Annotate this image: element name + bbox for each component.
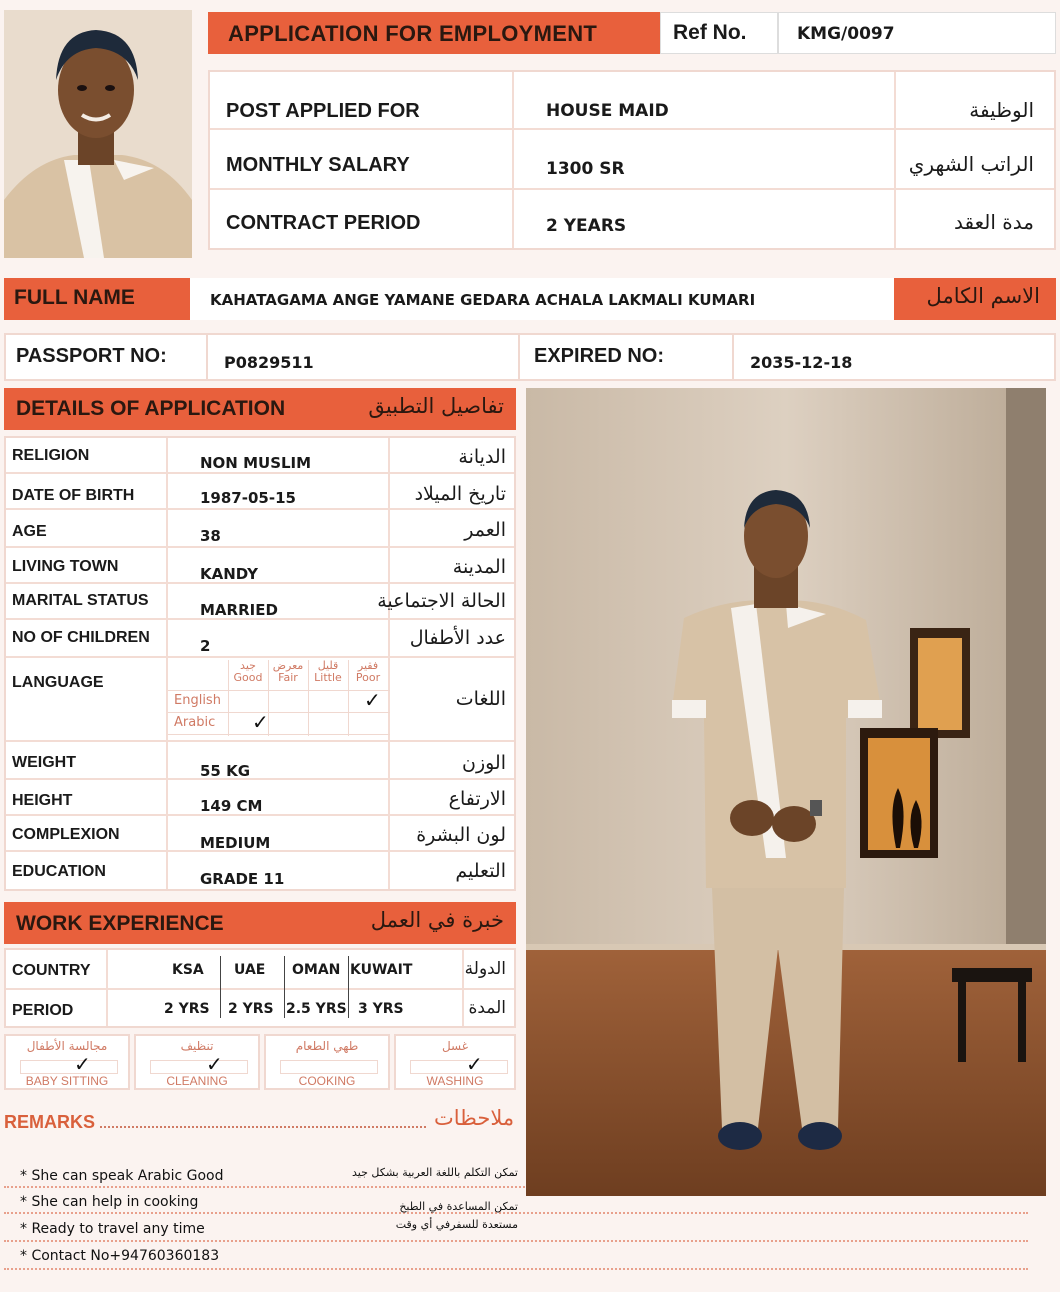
detail-label: LANGUAGE [12, 674, 104, 691]
arabic-good-check-icon: ✓ [252, 710, 269, 734]
details-title: DETAILS OF APPLICATION [16, 397, 286, 420]
full-name-label-box [4, 278, 190, 320]
detail-row-marital [6, 584, 514, 620]
remark-item: * Ready to travel any time [20, 1221, 205, 1237]
full-photo-image [526, 388, 1046, 1196]
ref-label: Ref No. [673, 21, 747, 44]
detail-arabic: لون البشرة [416, 824, 506, 846]
period-2: 2 YRS [228, 1001, 274, 1017]
post-arabic: الوظيفة [969, 98, 1034, 122]
skill-arabic: غسل [441, 1039, 469, 1053]
passport-divider [206, 335, 208, 379]
detail-row-religion [6, 438, 514, 474]
english-poor-check-icon: ✓ [364, 688, 381, 712]
remarks-divider [100, 1126, 426, 1128]
work-table [4, 948, 516, 1028]
detail-value: 2 [200, 637, 211, 655]
job-row-post [210, 72, 1054, 130]
grid-line [168, 712, 390, 713]
detail-label: COMPLEXION [12, 826, 120, 843]
ref-value-box [778, 12, 1056, 54]
level-english: Fair [278, 671, 298, 684]
job-row-salary [210, 132, 1054, 190]
work-header [4, 902, 516, 944]
detail-arabic: التعليم [455, 860, 506, 882]
detail-row-height [6, 780, 514, 816]
remark-item-arabic: تمكن التكلم باللغة العربية بشكل جيد [352, 1166, 518, 1179]
remark-item: * She can speak Arabic Good [20, 1168, 224, 1184]
work-divider [284, 956, 285, 1018]
skill-checkbox [280, 1060, 378, 1074]
country-arabic: الدولة [464, 959, 506, 979]
level-arabic: معرض [272, 659, 304, 672]
applicant-full-photo [526, 388, 1046, 1196]
details-header [4, 388, 516, 430]
level-good [228, 660, 268, 684]
period-3: 2.5 YRS [286, 1001, 347, 1017]
detail-arabic: عدد الأطفال [409, 627, 506, 649]
full-name-value: KAHATAGAMA ANGE YAMANE GEDARA ACHALA LAKMALI KUMARI [210, 291, 756, 309]
level-english: Poor [355, 671, 381, 684]
grid-line [168, 734, 390, 735]
detail-label: WEIGHT [12, 754, 76, 771]
level-arabic: جيد [240, 659, 256, 672]
salary-value: 1300 SR [546, 159, 625, 179]
application-title: APPLICATION FOR EMPLOYMENT [228, 21, 598, 46]
skill-arabic: مجالسة الأطفال [26, 1039, 108, 1053]
detail-row-weight [6, 742, 514, 780]
job-table [208, 70, 1056, 250]
detail-value: MEDIUM [200, 834, 271, 852]
grid-line [168, 690, 390, 691]
post-value: HOUSE MAID [546, 101, 669, 121]
detail-value: GRADE 11 [200, 870, 285, 888]
work-title: WORK EXPERIENCE [16, 912, 224, 935]
portrait-image [4, 10, 192, 258]
detail-label: EDUCATION [12, 863, 106, 880]
detail-arabic: الوزن [461, 752, 506, 774]
contract-label: CONTRACT PERIOD [226, 212, 421, 234]
country-1: KSA [172, 962, 204, 978]
language-english: English [174, 693, 221, 708]
work-divider [6, 988, 514, 990]
expiry-label: EXPIRED NO: [534, 345, 665, 367]
skill-cooking [264, 1034, 390, 1090]
remarks-line [4, 1240, 1028, 1242]
skill-checkbox [20, 1060, 118, 1074]
expiry-value: 2035-12-18 [750, 353, 853, 372]
detail-arabic: المدينة [452, 556, 506, 578]
details-title-arabic: تفاصيل التطبيق [368, 394, 504, 418]
full-name-arabic-box [894, 278, 1056, 320]
detail-arabic: العمر [464, 519, 506, 541]
detail-value: KANDY [200, 565, 259, 583]
skill-english: COOKING [298, 1074, 356, 1088]
passport-row [4, 333, 1056, 381]
application-title-bar [208, 12, 660, 54]
detail-arabic: تاريخ الميلاد [414, 483, 506, 505]
level-little [308, 660, 348, 684]
skill-cleaning [134, 1034, 260, 1090]
skill-washing [394, 1034, 516, 1090]
detail-row-children [6, 620, 514, 658]
detail-arabic: الديانة [458, 446, 506, 468]
detail-row-town [6, 548, 514, 584]
full-name-value-box [190, 278, 894, 320]
period-4: 3 YRS [358, 1001, 404, 1017]
detail-label: AGE [12, 523, 47, 540]
contract-value: 2 YEARS [546, 216, 627, 236]
skill-checkbox [410, 1060, 508, 1074]
detail-value: 55 KG [200, 762, 251, 780]
check-icon: ✓ [206, 1052, 223, 1076]
check-icon: ✓ [466, 1052, 483, 1076]
remark-item: * She can help in cooking [20, 1194, 199, 1210]
level-english: Little [314, 671, 342, 684]
skill-baby-sitting [4, 1034, 130, 1090]
detail-arabic: الارتفاع [448, 788, 506, 810]
passport-label: PASSPORT NO: [16, 345, 167, 367]
level-fair [268, 660, 308, 684]
ref-label-box [660, 12, 778, 54]
detail-value: 1987-05-15 [200, 489, 296, 507]
passport-divider [518, 335, 520, 379]
detail-label: LIVING TOWN [12, 558, 119, 575]
applicant-portrait [4, 10, 192, 258]
detail-arabic: الحالة الاجتماعية [377, 590, 506, 612]
remarks-arabic-block [352, 1164, 518, 1234]
period-1: 2 YRS [164, 1001, 210, 1017]
salary-arabic: الراتب الشهري [908, 152, 1034, 176]
check-icon: ✓ [74, 1052, 91, 1076]
full-name-arabic: الاسم الكامل [926, 284, 1040, 308]
level-arabic: فقير [357, 659, 379, 672]
remark-item-arabic: مستعدة للسفرفي أي وقت [395, 1218, 518, 1231]
work-divider [348, 956, 349, 1018]
skill-arabic: طهي الطعام [295, 1039, 359, 1053]
country-3: OMAN [292, 962, 341, 978]
detail-row-dob [6, 474, 514, 510]
work-divider [220, 956, 221, 1018]
skill-english: BABY SITTING [25, 1074, 109, 1088]
detail-row-complexion [6, 816, 514, 852]
detail-row-education [6, 852, 514, 889]
remark-item-arabic: تمكن المساعدة في الطبخ [399, 1200, 518, 1213]
details-table [4, 436, 516, 891]
passport-divider [732, 335, 734, 379]
remarks-arabic: ملاحظات [434, 1106, 515, 1130]
remarks-label: REMARKS [4, 1112, 96, 1132]
skill-checkbox [150, 1060, 248, 1074]
skill-english: WASHING [426, 1074, 484, 1088]
full-name-label: FULL NAME [14, 286, 135, 309]
skill-arabic: تنظيف [180, 1039, 214, 1053]
salary-label: MONTHLY SALARY [226, 154, 410, 176]
detail-arabic: اللغات [455, 688, 506, 710]
detail-label: HEIGHT [12, 792, 73, 809]
level-arabic: قليل [317, 659, 339, 672]
remarks-line [4, 1268, 1028, 1270]
work-title-arabic: خبرة في العمل [370, 908, 504, 932]
detail-value: 38 [200, 527, 221, 545]
work-divider [106, 950, 108, 1026]
contract-arabic: مدة العقد [954, 210, 1034, 234]
remark-item: * Contact No+94760360183 [20, 1248, 220, 1264]
detail-row-age [6, 510, 514, 548]
post-label: POST APPLIED FOR [226, 100, 420, 122]
detail-label: DATE OF BIRTH [12, 487, 135, 504]
detail-value: NON MUSLIM [200, 454, 312, 472]
country-2: UAE [234, 962, 266, 978]
country-4: KUWAIT [350, 962, 413, 978]
detail-label: NO OF CHILDREN [12, 629, 150, 646]
level-poor [348, 660, 388, 684]
country-label: COUNTRY [12, 962, 91, 979]
passport-value: P0829511 [224, 353, 314, 372]
level-english: Good [233, 671, 263, 684]
job-row-contract [210, 192, 1054, 250]
period-label: PERIOD [12, 1002, 74, 1019]
language-grid [168, 660, 390, 736]
period-arabic: المدة [468, 998, 506, 1018]
detail-value: 149 CM [200, 797, 263, 815]
skill-english: CLEANING [166, 1074, 228, 1088]
detail-label: MARITAL STATUS [12, 592, 149, 609]
detail-value: MARRIED [200, 601, 278, 619]
detail-label: RELIGION [12, 447, 90, 464]
ref-value: KMG/0097 [797, 24, 895, 44]
language-arabic: Arabic [174, 715, 216, 730]
skills-row [4, 1034, 516, 1090]
